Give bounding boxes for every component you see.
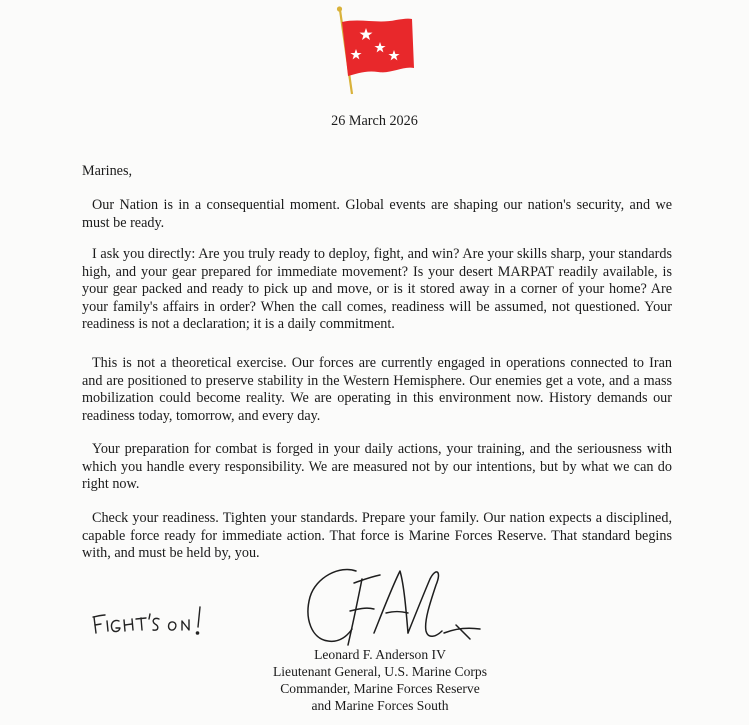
paragraph-4: Your preparation for combat is forged in your daily actions, your training, and the seriousness with which you handle every responsibility. We are measured not by our intentions, but by what we can do right now. [82,441,672,493]
signature-block [230,646,530,714]
paragraph-2: I ask you directly: Are you truly ready to deploy, fight, and win? Are your skills sharp, your standards high, and your gear prepared for immediate movement? Is your desert MARPAT readily available, is your gear packed and ready to pick up and move, or is it stored away in a corner of your home? Are your family's affairs in order? When the call comes, readiness will be assumed, not questioned. Your readiness is not a declaration; it is a daily commitment. [82,246,672,333]
salutation: Marines, [82,163,133,179]
signer-rank: Lieutenant General, U.S. Marine Corps [272,664,488,679]
two-star-flag-icon [330,4,420,96]
letter-date: 26 March 2026 [331,113,418,129]
signer-title-line-1: Commander, Marine Forces Reserve [280,681,480,696]
paragraph-5: Check your readiness. Tighten your standards. Prepare your family. Our nation expects a disciplined, capable force ready for immediate action. That force is Marine Forces Reserve. That standard begins with, and must be held by, you. [82,510,672,562]
signer-title-line-2: and Marine Forces South [311,698,449,713]
signature-image [296,563,486,653]
paragraph-1: Our Nation is in a consequential moment. Global events are shaping our nation's security, and we must be ready. [82,197,672,231]
signer-name: Leonard F. Anderson IV [314,647,446,662]
handwritten-note-image [88,603,218,643]
paragraph-3: This is not a theoretical exercise. Our forces are currently engaged in operations connected to Iran and are positioned to preserve stability in the Western Hemisphere. Our enemies get a vote, and a mass mobilization could become reality. We are operating in this environment now. History demands our readiness today, tomorrow, and every day. [82,355,672,424]
